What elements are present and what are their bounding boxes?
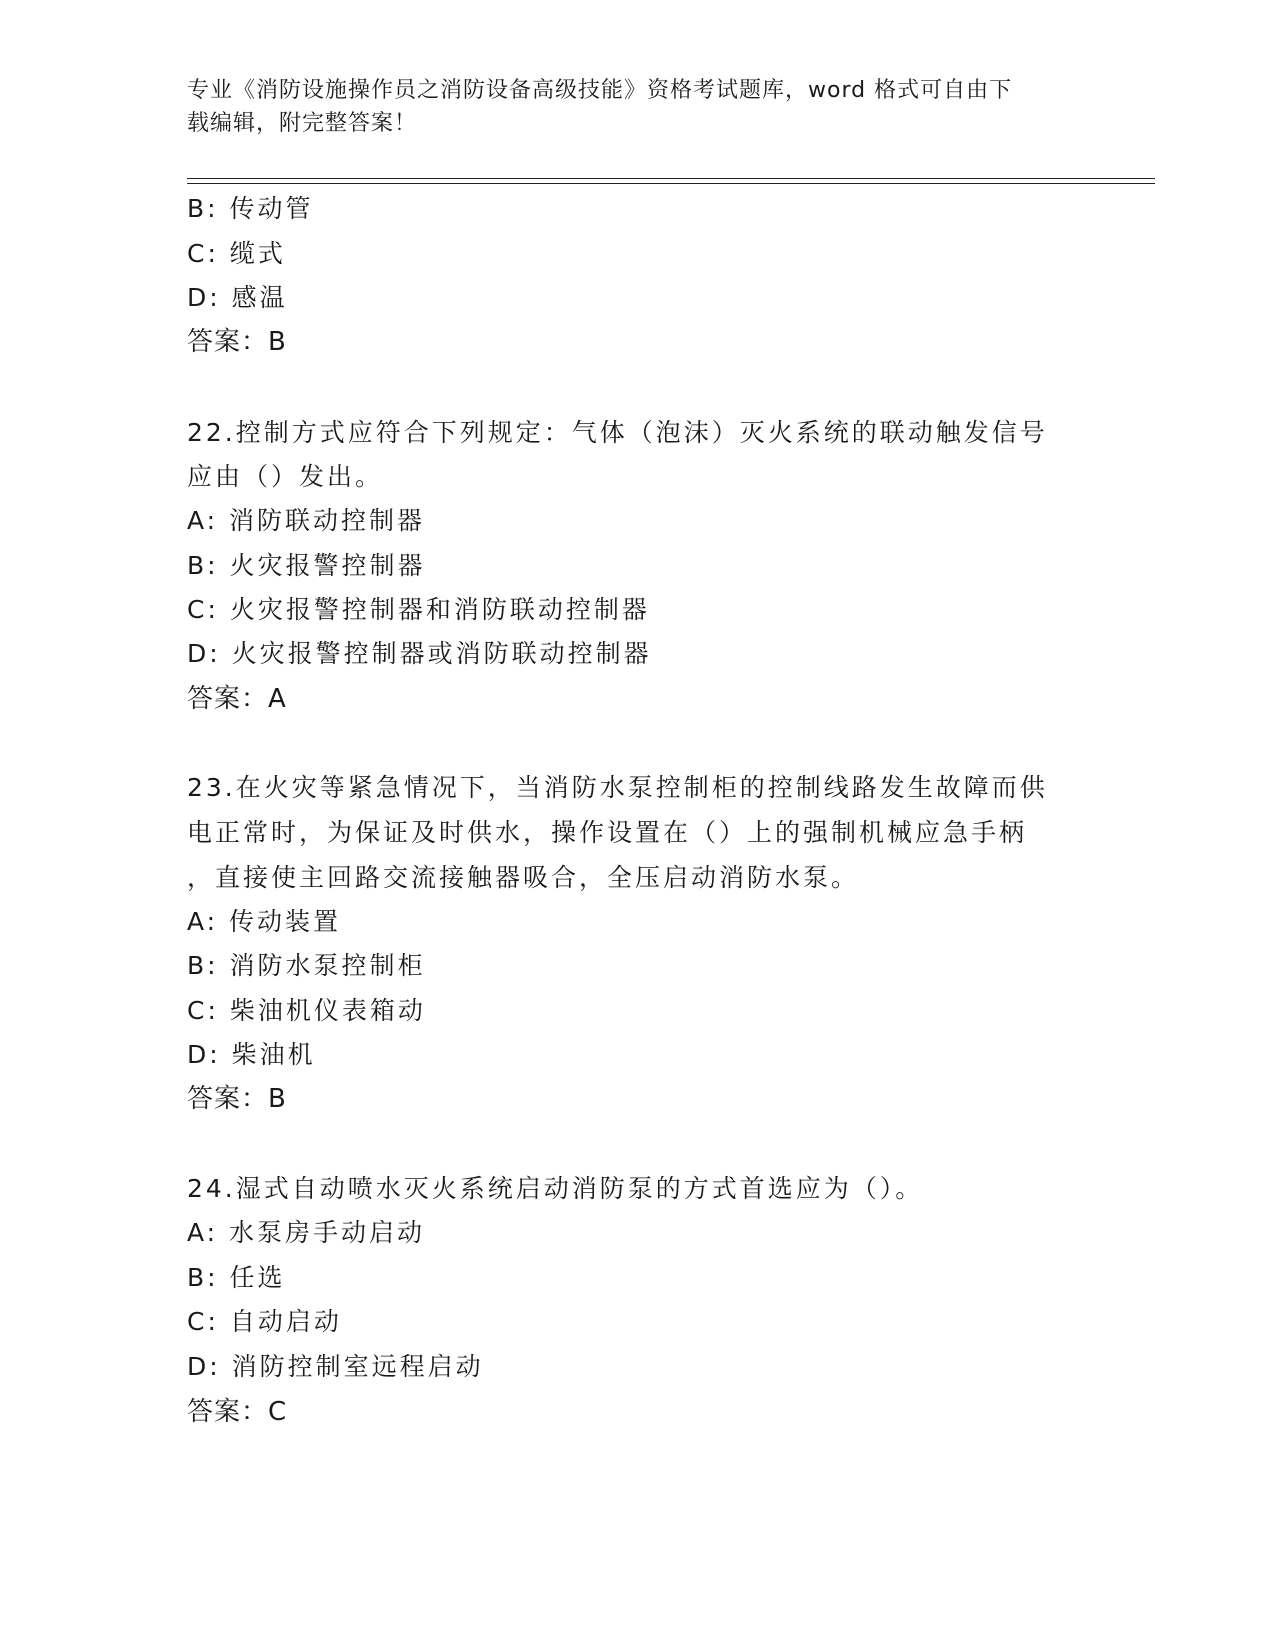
q24-option-a: A: 水泵房手动启动 xyxy=(187,1218,426,1247)
q23-stem-line-1: 23.在火灾等紧急情况下，当消防水泵控制柜的控制线路发生故障而供 xyxy=(187,773,1048,802)
q23-stem-line-2: 电正常时，为保证及时供水，操作设置在（）上的强制机械应急手柄 xyxy=(187,818,1028,847)
q23-option-c: C: 柴油机仪表箱动 xyxy=(187,996,426,1025)
q22-stem-line-1: 22.控制方式应符合下列规定：气体（泡沫）灭火系统的联动触发信号 xyxy=(187,418,1048,447)
q23-option-b: B: 消防水泵控制柜 xyxy=(187,951,426,980)
prev-option-b: B: 传动管 xyxy=(187,194,314,223)
prev-option-d: D: 感温 xyxy=(187,283,288,312)
q24-answer: 答案：C xyxy=(187,1397,288,1427)
q22-answer: 答案：A xyxy=(187,684,287,714)
q24-option-b: B: 任选 xyxy=(187,1263,286,1292)
q22-option-a: A: 消防联动控制器 xyxy=(187,506,426,535)
q24-option-c: C: 自动启动 xyxy=(187,1307,342,1336)
q22-option-d: D: 火灾报警控制器或消防联动控制器 xyxy=(187,639,652,668)
q23-stem-line-3: ，直接使主回路交流接触器吸合，全压启动消防水泵。 xyxy=(187,863,860,892)
q23-option-d: D: 柴油机 xyxy=(187,1040,316,1069)
q24-stem-line-1: 24.湿式自动喷水灭火系统启动消防泵的方式首选应为（）。 xyxy=(187,1174,924,1203)
q22-option-c: C: 火灾报警控制器和消防联动控制器 xyxy=(187,595,650,624)
q23-answer: 答案：B xyxy=(187,1084,287,1114)
q23-option-a: A: 传动装置 xyxy=(187,907,342,936)
prev-option-c: C: 缆式 xyxy=(187,239,286,268)
q22-stem-line-2: 应由（）发出。 xyxy=(187,462,384,491)
header-divider-bottom xyxy=(187,183,1155,184)
header-line-1: 专业《消防设施操作员之消防设备高级技能》资格考试题库，word 格式可自由下 xyxy=(187,78,1013,103)
header-line-2: 载编辑，附完整答案！ xyxy=(187,111,418,136)
document-header xyxy=(187,74,1067,140)
prev-answer: 答案：B xyxy=(187,327,287,357)
q22-option-b: B: 火灾报警控制器 xyxy=(187,551,426,580)
header-divider-top xyxy=(187,178,1155,179)
q24-option-d: D: 消防控制室远程启动 xyxy=(187,1352,484,1381)
